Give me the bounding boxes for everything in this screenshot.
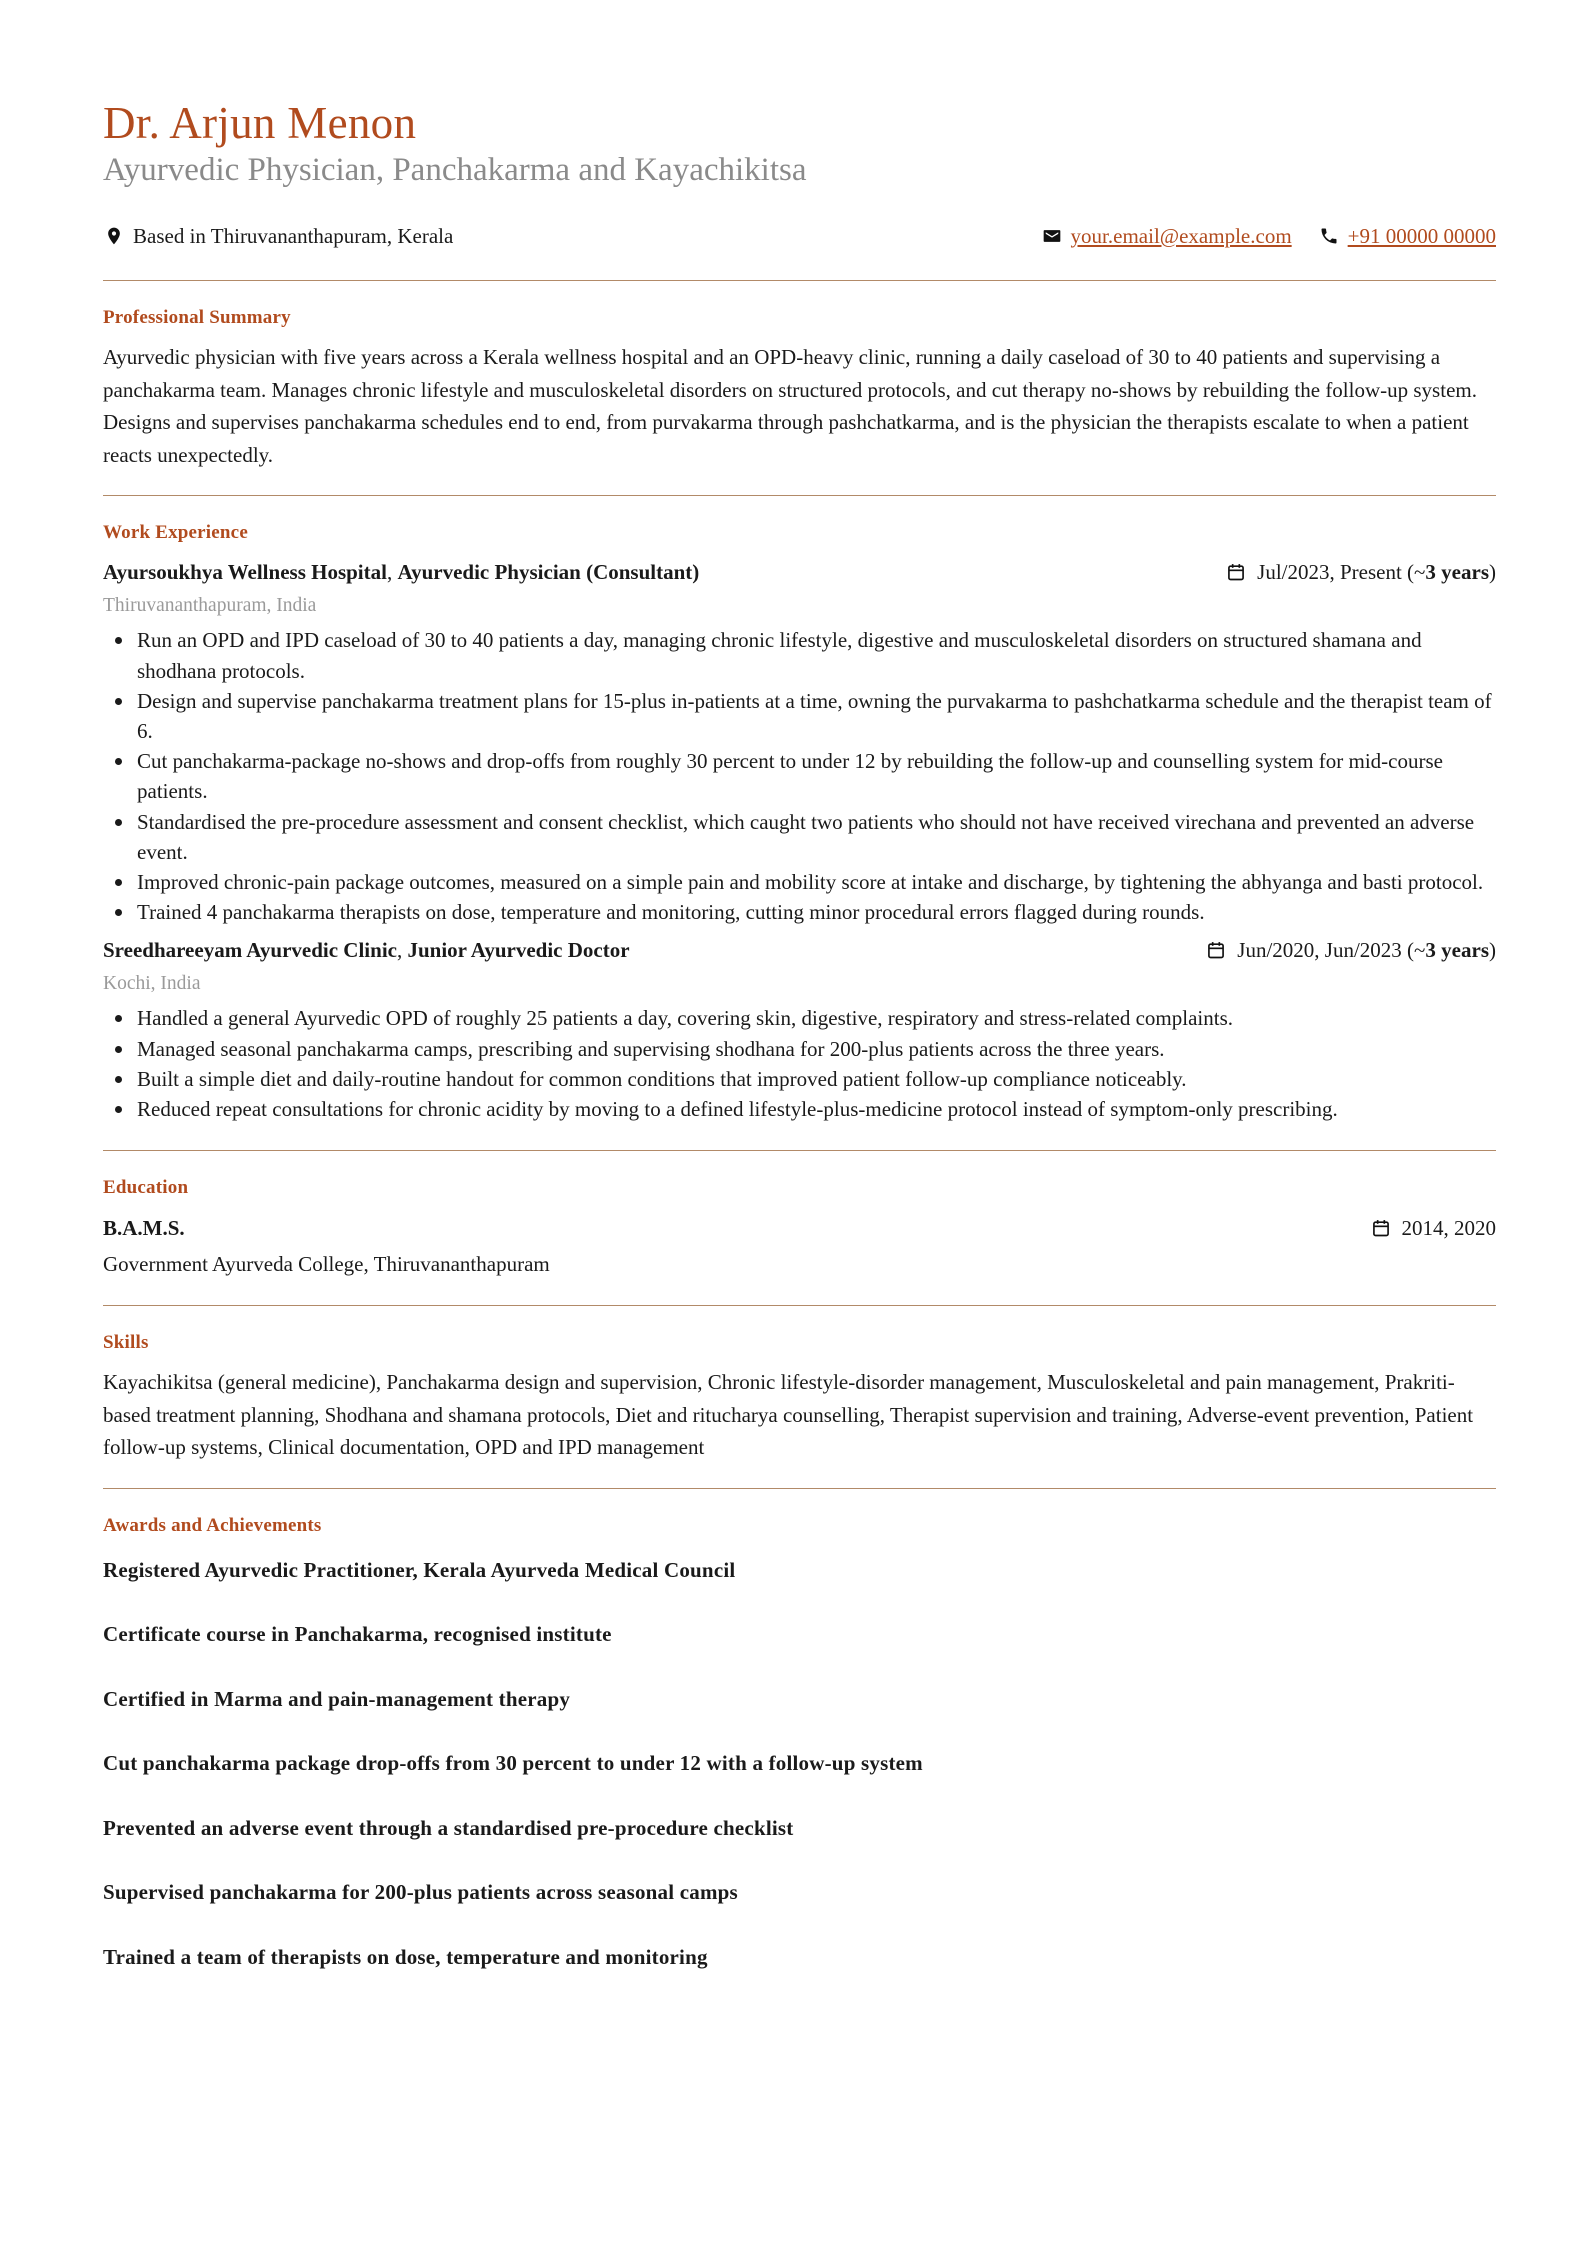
list-item: Trained 4 panchakarma therapists on dose, temperature and monitoring, cutting minor procedural errors flagged during rounds. bbox=[103, 897, 1496, 927]
award-item: Prevented an adverse event through a standardised pre-procedure checklist bbox=[103, 1815, 794, 1840]
job-dates bbox=[1203, 937, 1496, 963]
list-item: Run an OPD and IPD caseload of 30 to 40 patients a day, managing chronic lifestyle, digestive and musculoskeletal disorders on structured shamana and shodhana protocols. bbox=[103, 625, 1496, 685]
employer-name: Ayursoukhya Wellness Hospital bbox=[103, 559, 387, 584]
job-bullets bbox=[103, 625, 1496, 927]
divider bbox=[103, 495, 1496, 496]
job-role-suffix: (Consultant) bbox=[580, 559, 700, 584]
date-close: ) bbox=[1489, 559, 1496, 584]
separator: , bbox=[386, 559, 398, 584]
education-header bbox=[103, 1213, 1496, 1243]
skills-text: Kayachikitsa (general medicine), Panchakarma design and supervision, Chronic lifestyle-disorder management, Musculoskeletal and pain management, Prakriti-based treatment planning, Shodhana and shamana protocols, Diet and ritucharya counselling, Therapist supervision and training, Adverse-event prevention, Patient follow-up systems, Clinical documentation, OPD and IPD management bbox=[103, 1370, 1474, 1460]
list-item: Built a simple diet and daily-routine handout for common conditions that improved patient follow-up compliance noticeably. bbox=[103, 1064, 1496, 1094]
date-close: ) bbox=[1489, 937, 1496, 962]
section-title-awards: Awards and Achievements bbox=[103, 1514, 322, 1536]
list-item: Standardised the pre-procedure assessment and consent checklist, which caught two patients who should not have received virechana and prevented an adverse event. bbox=[103, 807, 1496, 867]
award-item: Certified in Marma and pain-management therapy bbox=[103, 1686, 571, 1711]
divider bbox=[103, 1488, 1496, 1489]
email-link[interactable]: your.email@example.com bbox=[1070, 223, 1292, 248]
location-text: Based in Thiruvananthapuram, Kerala bbox=[133, 223, 454, 248]
duration: 3 years bbox=[1425, 937, 1489, 962]
education-dates bbox=[1368, 1215, 1497, 1241]
list-item: Handled a general Ayurvedic OPD of roughly 25 patients a day, covering skin, digestive, respiratory and stress-related complaints. bbox=[103, 1003, 1496, 1033]
phone-item bbox=[1318, 224, 1496, 249]
award-item: Registered Ayurvedic Practitioner, Kerala Ayurveda Medical Council bbox=[103, 1557, 736, 1582]
section-title-experience: Work Experience bbox=[103, 522, 248, 544]
calendar-icon bbox=[1203, 937, 1229, 963]
list-item: Improved chronic-pain package outcomes, measured on a simple pain and mobility score at intake and discharge, by tightening the abhyanga and basti protocol. bbox=[103, 867, 1496, 897]
job-title-line bbox=[103, 560, 699, 585]
email-item bbox=[1041, 224, 1292, 249]
list-item: Managed seasonal panchakarma camps, prescribing and supervising shodhana for 200-plus patients across the three years. bbox=[103, 1034, 1496, 1064]
map-pin-icon bbox=[103, 225, 125, 247]
degree: B.A.M.S. bbox=[103, 1215, 185, 1240]
job-location: Kochi, India bbox=[103, 973, 201, 995]
job-location: Thiruvananthapuram, India bbox=[103, 595, 317, 617]
job-role: Junior Ayurvedic Doctor bbox=[407, 937, 630, 962]
date-range: 2014, 2020 bbox=[1401, 1215, 1496, 1240]
section-title-skills: Skills bbox=[103, 1332, 149, 1354]
phone-icon bbox=[1318, 225, 1340, 247]
section-title-education: Education bbox=[103, 1177, 189, 1199]
job-dates bbox=[1223, 559, 1496, 585]
separator: , bbox=[396, 937, 408, 962]
job-role: Ayurvedic Physician bbox=[397, 559, 581, 584]
summary-text: Ayurvedic physician with five years across a Kerala wellness hospital and an OPD-heavy clinic, running a daily caseload of 30 to 40 patients and supervising a panchakarma team. Manages chronic lifestyle and musculoskeletal disorders on structured protocols, and cut therapy no-shows by rebuilding the follow-up system. Designs and supervises panchakarma schedules end to end, from purvakarma through pashchatkarma, and is the physician the therapists escalate to when a patient reacts unexpectedly. bbox=[103, 345, 1477, 467]
award-item: Cut panchakarma package drop-offs from 30 percent to under 12 with a follow-up system bbox=[103, 1751, 923, 1776]
person-name: Dr. Arjun Menon bbox=[103, 98, 417, 148]
contact-row bbox=[103, 222, 1496, 250]
section-title-summary: Professional Summary bbox=[103, 307, 291, 329]
calendar-icon bbox=[1368, 1215, 1394, 1241]
job-subtitle: Ayurvedic Physician, Panchakarma and Kayachikitsa bbox=[103, 151, 807, 188]
date-range: Jun/2020, Jun/2023 (~ bbox=[1237, 937, 1426, 962]
phone-link[interactable]: +91 00000 00000 bbox=[1347, 223, 1496, 248]
duration: 3 years bbox=[1425, 559, 1489, 584]
location-info bbox=[103, 224, 453, 249]
date-range: Jul/2023, Present (~ bbox=[1257, 559, 1426, 584]
award-item: Trained a team of therapists on dose, temperature and monitoring bbox=[103, 1944, 708, 1969]
divider bbox=[103, 1305, 1496, 1306]
divider bbox=[103, 280, 1496, 281]
calendar-icon bbox=[1223, 559, 1249, 585]
list-item: Cut panchakarma-package no-shows and drop-offs from roughly 30 percent to under 12 by rebuilding the follow-up and counselling system for mid-course patients. bbox=[103, 746, 1496, 806]
job-bullets bbox=[103, 1003, 1496, 1124]
job-header bbox=[103, 935, 1496, 965]
award-item: Supervised panchakarma for 200-plus patients across seasonal camps bbox=[103, 1880, 738, 1905]
award-item: Certificate course in Panchakarma, recognised institute bbox=[103, 1622, 612, 1647]
list-item: Design and supervise panchakarma treatment plans for 15-plus in-patients at a time, owning the purvakarma to pashchatkarma schedule and the therapist team of 6. bbox=[103, 686, 1496, 746]
employer-name: Sreedhareeyam Ayurvedic Clinic bbox=[103, 937, 397, 962]
job-title-line bbox=[103, 938, 630, 963]
divider bbox=[103, 1150, 1496, 1151]
envelope-icon bbox=[1041, 225, 1063, 247]
awards-list bbox=[103, 1555, 1496, 1972]
list-item: Reduced repeat consultations for chronic acidity by moving to a defined lifestyle-plus-medicine protocol instead of symptom-only prescribing. bbox=[103, 1094, 1496, 1124]
job-header bbox=[103, 557, 1496, 587]
school-name: Government Ayurveda College, Thiruvananthapuram bbox=[103, 1252, 550, 1277]
contact-links bbox=[1015, 224, 1496, 249]
